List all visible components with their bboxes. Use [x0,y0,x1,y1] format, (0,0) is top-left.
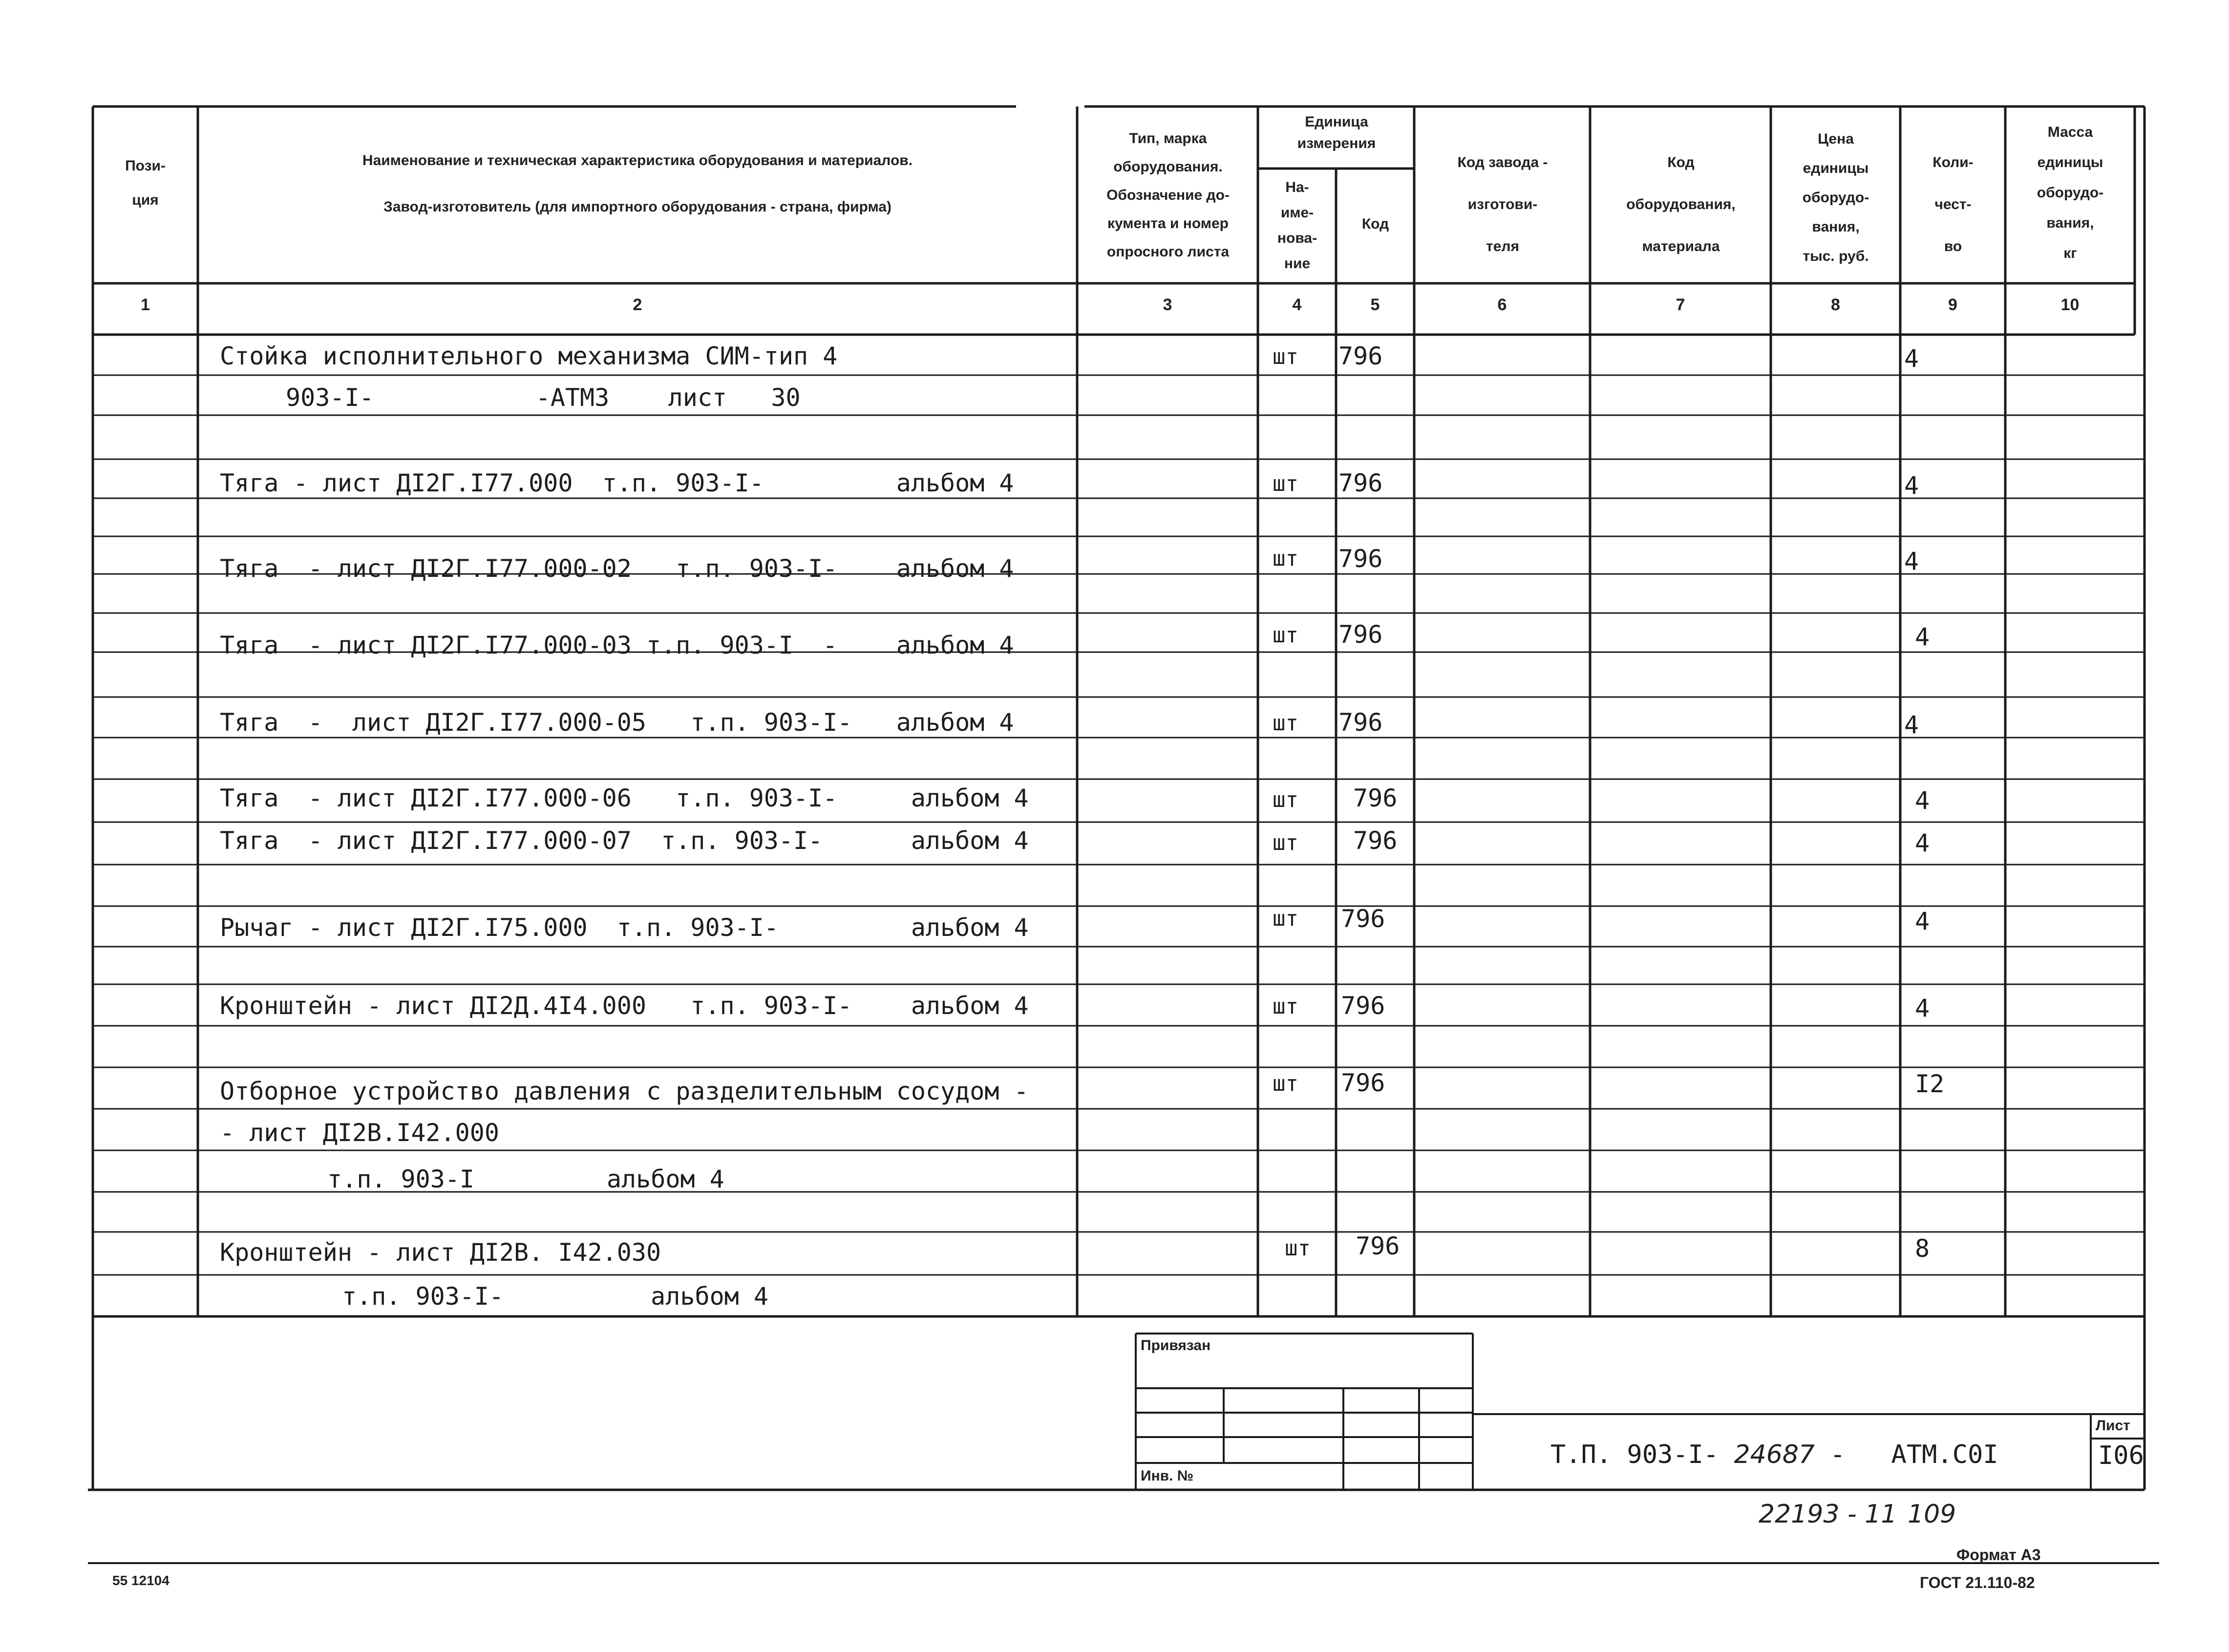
item-name: Кронштейн - лист ДI2В. I42.030 [220,1238,661,1267]
header-unit-group: Единица измерения [1297,114,1376,151]
quantity: 8 [1915,1234,1930,1263]
quantity: 4 [1904,471,1919,500]
item-name: Тяга - лист ДI2Г.I77.000-05 т.п. 903-I- альбом 4 [220,708,1014,737]
unit-code: 796 [1338,469,1383,497]
item-name: 903-I- -АТМ3 лист 30 [286,383,801,412]
item-name: Тяга - лист ДI2Г.I77.000-02 т.п. 903-I- альбом 4 [220,554,1014,583]
unit-name: шт [1273,830,1298,855]
column-number: 6 [1497,296,1507,314]
item-name: Тяга - лист ДI2Г.I77.000-07 т.п. 903-I- альбом 4 [220,826,1029,855]
item-name: Тяга - лист ДI2Г.I77.000 т.п. 903-I- альбом 4 [220,469,1014,497]
unit-code: 796 [1353,826,1398,855]
unit-code: 796 [1338,545,1383,573]
footer-left-code: 55 12104 [112,1573,170,1588]
item-name: Кронштейн - лист ДI2Д.4I4.000 т.п. 903-I- альбом 4 [220,992,1029,1020]
column-number: 2 [633,296,642,314]
format-label: Формат А3 [1956,1546,2041,1564]
header-factory-code: Код завода - изготови- теля [1457,154,1548,254]
column-number: 3 [1163,296,1172,314]
quantity: I2 [1915,1070,1945,1098]
item-name: т.п. 903-I- альбом 4 [342,1282,768,1311]
quantity: 4 [1915,786,1930,815]
column-number: 4 [1292,296,1302,314]
header-equipment-code: Код оборудования, материала [1626,154,1736,254]
quantity: 4 [1915,994,1930,1022]
unit-name: шт [1273,1071,1298,1096]
quantity: 4 [1904,344,1919,373]
unit-code: 796 [1356,1232,1400,1260]
header-type-mark: Тип, марка оборудования. Обозначение до- кумента и номер опросного листа [1106,130,1230,260]
handwritten-page-number: 109 [1908,1500,1956,1529]
item-name: - лист ДI2В.I42.000 [220,1119,499,1147]
gost-label: ГОСТ 21.110-82 [1920,1574,2035,1591]
quantity: 4 [1915,623,1930,651]
header-quantity: Коли- чест- во [1932,154,1974,254]
sheet-label: Лист [2096,1418,2130,1434]
unit-code: 796 [1338,708,1383,737]
unit-name: шт [1273,471,1298,496]
unit-name: шт [1273,344,1298,369]
quantity: 4 [1915,907,1930,935]
unit-code: 796 [1341,905,1385,933]
quantity: 4 [1915,829,1930,857]
unit-name: шт [1273,623,1298,648]
header-price: Цена единицы оборудо- вания, тыс. руб. [1802,131,1869,264]
header-unit-name: На- име- нова- ние [1277,179,1317,272]
document-code-suffix: - АТМ.С0I [1815,1440,1998,1469]
column-number: 5 [1370,296,1380,314]
header-mass: Масса единицы оборудо- вания, кг [2037,124,2104,261]
bound-label: Привязан [1141,1337,1211,1354]
unit-name: шт [1273,546,1298,571]
quantity: 4 [1904,711,1919,739]
unit-name: шт [1273,711,1298,736]
unit-name: шт [1273,994,1298,1019]
column-number: 1 [141,296,150,314]
column-number: 9 [1948,296,1957,314]
handwritten-order-number: 22193 - 11 [1759,1500,1897,1529]
column-number: 10 [2060,296,2080,314]
unit-code: 796 [1338,342,1383,370]
header-name-line2: Завод-изготовитель (для импортного оборудования - страна, фирма) [383,199,892,215]
header-unit-code: Код [1361,216,1389,232]
unit-code: 796 [1341,992,1385,1020]
column-number: 8 [1831,296,1840,314]
inventory-label: Инв. № [1141,1468,1194,1484]
unit-name: шт [1273,906,1298,931]
item-name: Отборное устройство давления с разделительным сосудом - [220,1077,1029,1105]
item-name: Рычаг - лист ДI2Г.I75.000 т.п. 903-I- альбом 4 [220,913,1029,942]
document-code [1546,1431,1998,1469]
unit-code: 796 [1341,1069,1385,1097]
header-name-line1: Наименование и техническая характеристика оборудования и материалов. [362,152,913,169]
item-name: Стойка исполнительного механизма СИМ-тип 4 [220,342,838,370]
document-code-handwritten: 24687 [1734,1440,1815,1469]
item-name: т.п. 903-I альбом 4 [327,1165,724,1193]
unit-name: шт [1285,1236,1311,1261]
quantity: 4 [1904,547,1919,575]
column-number: 7 [1676,296,1685,314]
unit-name: шт [1273,787,1298,812]
item-name: Тяга - лист ДI2Г.I77.000-06 т.п. 903-I- альбом 4 [220,784,1029,812]
item-name: Тяга - лист ДI2Г.I77.000-03 т.п. 903-I - альбом 4 [220,631,1014,659]
header-position: Пози- ция [125,158,166,208]
document-code-prefix: Т.П. 903-I- [1550,1440,1734,1469]
sheet-number: I06 [2098,1441,2144,1470]
unit-code: 796 [1338,620,1383,649]
unit-code: 796 [1353,784,1398,812]
